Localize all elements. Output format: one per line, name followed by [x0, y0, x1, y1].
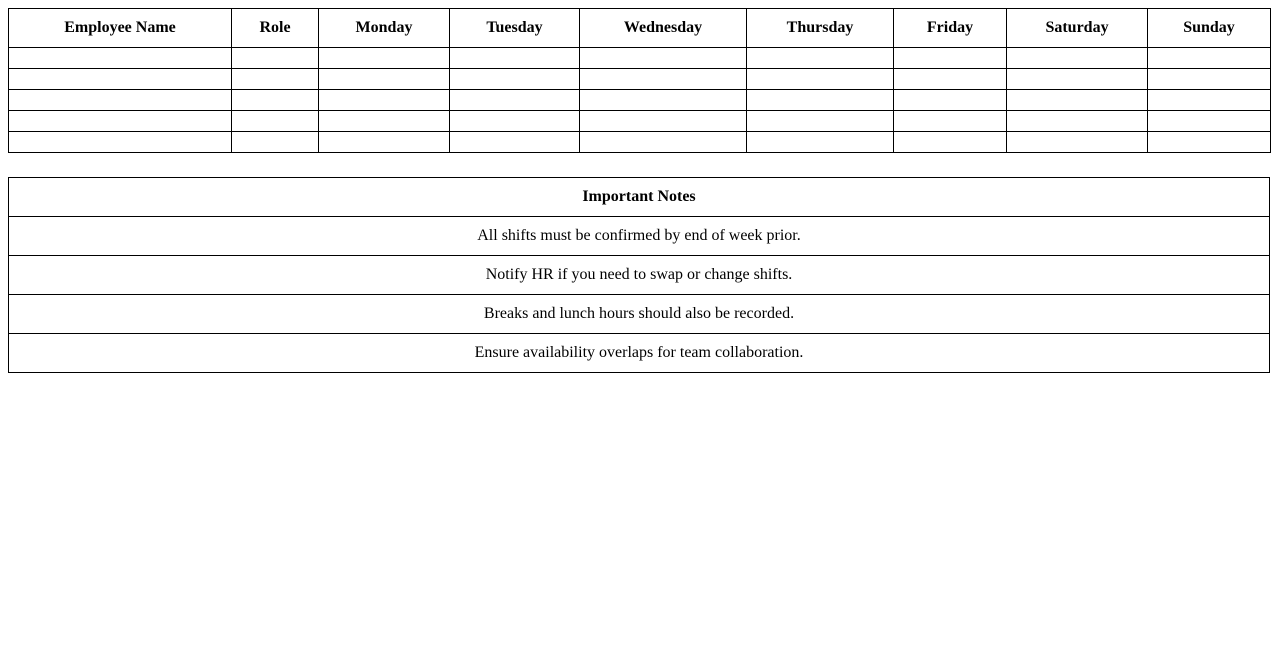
table-cell — [450, 69, 580, 90]
table-cell — [232, 132, 319, 153]
table-cell — [894, 90, 1007, 111]
header-sunday: Sunday — [1148, 9, 1271, 48]
table-cell — [1007, 111, 1148, 132]
table-cell — [9, 90, 232, 111]
note-item: Notify HR if you need to swap or change shifts. — [9, 256, 1270, 295]
schedule-header-row — [9, 9, 1271, 48]
header-tuesday: Tuesday — [450, 9, 580, 48]
table-cell — [450, 111, 580, 132]
table-cell — [580, 90, 747, 111]
notes-table — [8, 177, 1270, 373]
table-cell — [747, 111, 894, 132]
header-saturday: Saturday — [1007, 9, 1148, 48]
table-row — [9, 111, 1271, 132]
table-cell — [319, 111, 450, 132]
note-item: Breaks and lunch hours should also be recorded. — [9, 295, 1270, 334]
notes-title: Important Notes — [9, 178, 1270, 217]
table-cell — [9, 111, 232, 132]
table-cell — [1007, 132, 1148, 153]
table-row — [9, 48, 1271, 69]
note-row — [9, 295, 1270, 334]
table-cell — [450, 132, 580, 153]
header-thursday: Thursday — [747, 9, 894, 48]
table-cell — [580, 111, 747, 132]
table-row — [9, 132, 1271, 153]
table-cell — [1148, 90, 1271, 111]
header-monday: Monday — [319, 9, 450, 48]
table-cell — [9, 132, 232, 153]
table-cell — [450, 48, 580, 69]
note-row — [9, 217, 1270, 256]
table-cell — [1007, 90, 1148, 111]
note-item: All shifts must be confirmed by end of week prior. — [9, 217, 1270, 256]
table-cell — [1148, 111, 1271, 132]
table-cell — [1148, 48, 1271, 69]
table-cell — [747, 132, 894, 153]
table-cell — [580, 48, 747, 69]
note-item: Ensure availability overlaps for team collaboration. — [9, 334, 1270, 373]
table-cell — [232, 111, 319, 132]
table-cell — [9, 69, 232, 90]
header-wednesday: Wednesday — [580, 9, 747, 48]
header-friday: Friday — [894, 9, 1007, 48]
table-cell — [747, 48, 894, 69]
header-role: Role — [232, 9, 319, 48]
table-row — [9, 69, 1271, 90]
table-cell — [232, 69, 319, 90]
table-cell — [319, 90, 450, 111]
table-cell — [747, 90, 894, 111]
table-cell — [319, 132, 450, 153]
table-cell — [450, 90, 580, 111]
table-cell — [232, 90, 319, 111]
table-cell — [9, 48, 232, 69]
table-cell — [894, 132, 1007, 153]
table-cell — [232, 48, 319, 69]
schedule-table — [8, 8, 1271, 153]
table-cell — [894, 48, 1007, 69]
note-row — [9, 256, 1270, 295]
table-cell — [319, 48, 450, 69]
table-cell — [894, 111, 1007, 132]
table-cell — [1148, 69, 1271, 90]
header-employee-name: Employee Name — [9, 9, 232, 48]
table-cell — [894, 69, 1007, 90]
table-cell — [580, 69, 747, 90]
notes-header-row — [9, 178, 1270, 217]
table-cell — [580, 132, 747, 153]
table-cell — [747, 69, 894, 90]
note-row — [9, 334, 1270, 373]
table-cell — [1007, 69, 1148, 90]
table-row — [9, 90, 1271, 111]
table-cell — [1007, 48, 1148, 69]
table-cell — [1148, 132, 1271, 153]
table-cell — [319, 69, 450, 90]
